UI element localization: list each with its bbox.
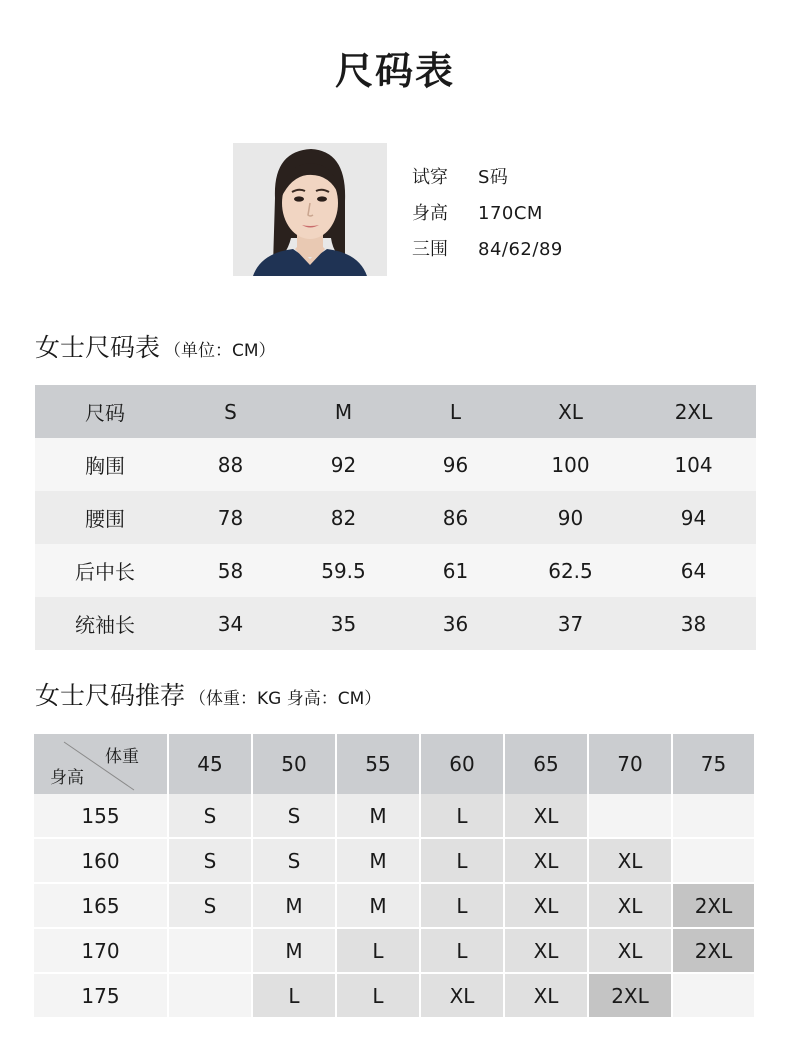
recommend-row	[34, 839, 756, 884]
weight-header-cell: 55	[337, 734, 421, 794]
height-cell: 160	[34, 839, 169, 884]
size-chart-cell: 35	[286, 597, 401, 650]
model-info-label: 身高	[412, 203, 448, 224]
size-chart-cell: 104	[631, 438, 756, 491]
recommend-size-cell: 2XL	[589, 974, 673, 1019]
recommend-size-cell: XL	[505, 974, 589, 1019]
recommend-header-row	[34, 734, 756, 794]
size-chart-cell: 64	[631, 544, 756, 597]
size-chart-cell: 62.5	[510, 544, 631, 597]
recommend-row	[34, 974, 756, 1019]
size-chart-cell: 后中长	[35, 544, 175, 597]
recommend-size-cell: L	[253, 974, 337, 1019]
weight-header-cell: 65	[505, 734, 589, 794]
recommend-size-cell: L	[421, 884, 505, 929]
recommend-size-cell: XL	[505, 884, 589, 929]
size-chart-table	[35, 385, 756, 650]
recommend-size-cell: XL	[421, 974, 505, 1019]
size-chart-cell: 92	[286, 438, 401, 491]
recommend-size-cell: XL	[589, 929, 673, 974]
recommend-size-cell: XL	[505, 839, 589, 884]
recommend-size-cell: S	[253, 794, 337, 839]
recommend-size-cell: XL	[505, 929, 589, 974]
recommend-size-cell: XL	[589, 839, 673, 884]
size-chart-cell: 82	[286, 491, 401, 544]
recommend-size-cell: L	[337, 974, 421, 1019]
recommend-size-cell	[673, 794, 756, 839]
recommend-size-cell: M	[253, 929, 337, 974]
recommend-size-cell: S	[169, 794, 253, 839]
recommend-size-cell: M	[253, 884, 337, 929]
model-info	[412, 160, 563, 268]
size-chart-cell: 胸围	[35, 438, 175, 491]
size-chart-header-cell: M	[286, 385, 401, 438]
height-cell: 155	[34, 794, 169, 839]
size-chart-cell: 90	[510, 491, 631, 544]
size-chart-cell: 59.5	[286, 544, 401, 597]
size-chart-cell: 100	[510, 438, 631, 491]
recommend-size-cell: S	[169, 884, 253, 929]
recommend-row	[34, 884, 756, 929]
weight-header-cell: 45	[169, 734, 253, 794]
recommend-size-cell	[673, 839, 756, 884]
recommend-size-cell: XL	[505, 794, 589, 839]
size-chart-cell: 36	[401, 597, 510, 650]
model-info-row	[412, 160, 563, 196]
size-chart-cell: 统袖长	[35, 597, 175, 650]
recommend-size-cell: L	[421, 839, 505, 884]
recommend-title-text: 女士尺码推荐	[35, 681, 186, 710]
recommend-size-cell	[589, 794, 673, 839]
recommend-unit: （体重：KG 身高：CM）	[189, 689, 382, 709]
recommend-row	[34, 794, 756, 839]
size-chart-cell: 34	[175, 597, 286, 650]
size-chart-cell: 38	[631, 597, 756, 650]
size-chart-header-cell: XL	[510, 385, 631, 438]
recommend-row	[34, 929, 756, 974]
model-info-value: S码	[478, 167, 509, 188]
size-chart-header-cell: 尺码	[35, 385, 175, 438]
recommend-size-cell: L	[421, 929, 505, 974]
weight-header-cell: 60	[421, 734, 505, 794]
recommend-corner-cell	[34, 734, 169, 794]
size-chart-row	[35, 438, 756, 491]
height-cell: 175	[34, 974, 169, 1019]
size-chart-header-cell: 2XL	[631, 385, 756, 438]
size-chart-cell: 58	[175, 544, 286, 597]
size-chart-cell: 78	[175, 491, 286, 544]
model-info-row	[412, 196, 563, 232]
page-title: 尺码表	[334, 49, 455, 93]
model-portrait-icon	[233, 143, 387, 276]
recommend-size-cell: L	[337, 929, 421, 974]
recommend-size-cell	[169, 929, 253, 974]
model-info-label: 三围	[412, 239, 448, 260]
recommend-size-cell: M	[337, 884, 421, 929]
size-chart-cell: 腰围	[35, 491, 175, 544]
corner-height-label: 身高	[50, 768, 84, 788]
recommend-size-cell: 2XL	[673, 884, 756, 929]
size-chart-title-text: 女士尺码表	[35, 333, 161, 362]
recommend-size-cell	[169, 974, 253, 1019]
height-cell: 170	[34, 929, 169, 974]
size-chart-header-cell: L	[401, 385, 510, 438]
recommend-size-cell: M	[337, 794, 421, 839]
recommend-size-cell: M	[337, 839, 421, 884]
model-photo	[233, 143, 387, 276]
size-chart-row	[35, 491, 756, 544]
height-cell: 165	[34, 884, 169, 929]
recommend-size-cell: XL	[589, 884, 673, 929]
size-chart-cell: 88	[175, 438, 286, 491]
size-chart-title	[35, 328, 276, 364]
size-chart-header-row	[35, 385, 756, 438]
recommend-title	[35, 676, 381, 712]
weight-header-cell: 75	[673, 734, 756, 794]
model-info-row	[412, 232, 563, 268]
size-chart-cell: 37	[510, 597, 631, 650]
recommend-size-cell: 2XL	[673, 929, 756, 974]
recommend-table	[34, 734, 756, 1019]
size-chart-cell: 86	[401, 491, 510, 544]
model-info-label: 试穿	[412, 167, 448, 188]
model-info-value: 84/62/89	[478, 239, 563, 260]
corner-weight-label: 体重	[105, 747, 139, 767]
recommend-size-cell: L	[421, 794, 505, 839]
recommend-size-cell: S	[169, 839, 253, 884]
size-chart-cell: 61	[401, 544, 510, 597]
recommend-size-cell: S	[253, 839, 337, 884]
model-info-value: 170CM	[478, 203, 543, 224]
size-chart-row	[35, 597, 756, 650]
weight-header-cell: 50	[253, 734, 337, 794]
size-chart-cell: 94	[631, 491, 756, 544]
size-chart-header-cell: S	[175, 385, 286, 438]
recommend-size-cell	[673, 974, 756, 1019]
size-chart-unit: （单位：CM）	[164, 341, 276, 361]
weight-header-cell: 70	[589, 734, 673, 794]
size-chart-row	[35, 544, 756, 597]
size-chart-cell: 96	[401, 438, 510, 491]
